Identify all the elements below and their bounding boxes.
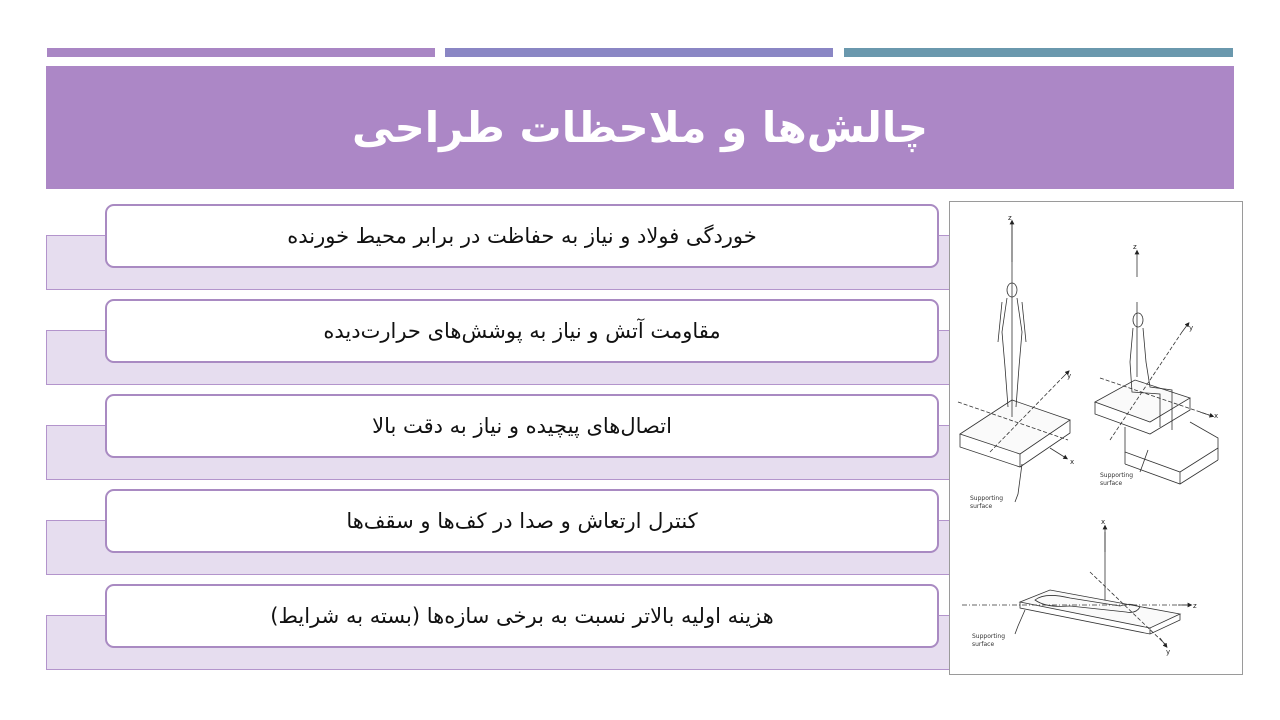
list-item-text: مقاومت آتش و نیاز به پوشش‌های حرارت‌دیده [323,319,721,343]
lying-axis-x: x [1101,518,1106,526]
seated-axis-y: y [1189,324,1194,332]
standing-axis-z: z [1008,214,1012,222]
list-item [46,299,948,385]
list-item-box [105,299,939,363]
lying-surface-label-2: surface [972,641,995,648]
list-item-text: اتصال‌های پیچیده و نیاز به دقت بالا [372,414,672,438]
seated-axis-z: z [1133,243,1137,251]
standing-surface-label-1: Supporting [970,495,1003,502]
title-band [46,66,1234,189]
standing-axis-x: x [1070,458,1075,466]
list-item [46,584,948,670]
list-item-box [105,394,939,458]
seated-axis-x: x [1214,412,1219,420]
seated-surface-label-1: Supporting [1100,472,1133,479]
list-item-text: هزینه اولیه بالاتر نسبت به برخی سازه‌ها (بسته به شرایط) [270,604,774,628]
standing-surface-label-2: surface [970,503,993,510]
page-title: چالش‌ها و ملاحظات طراحی [352,103,928,152]
list-item [46,489,948,575]
list-item [46,394,948,480]
decor-bar-1 [47,48,435,57]
list-item [46,204,948,290]
lying-axis-y: y [1166,648,1171,656]
posture-axes-figure [949,201,1243,675]
posture-axes-drawing [950,202,1242,674]
lying-posture-diagram [962,527,1190,646]
list-item-box [105,584,939,648]
list-item-text: خوردگی فولاد و نیاز به حفاظت در برابر محیط خورنده [287,224,757,248]
list-item-box [105,204,939,268]
list-item-box [105,489,939,553]
lying-axis-z: z [1193,602,1197,610]
seated-posture-diagram [1095,252,1218,484]
decor-bar-2 [445,48,833,57]
decor-bar-3 [844,48,1233,57]
list-item-text: کنترل ارتعاش و صدا در کف‌ها و سقف‌ها [346,509,698,533]
standing-axis-y: y [1067,372,1072,380]
seated-surface-label-2: surface [1100,480,1123,487]
lying-surface-label-1: Supporting [972,633,1005,640]
standing-posture-diagram [958,222,1070,502]
